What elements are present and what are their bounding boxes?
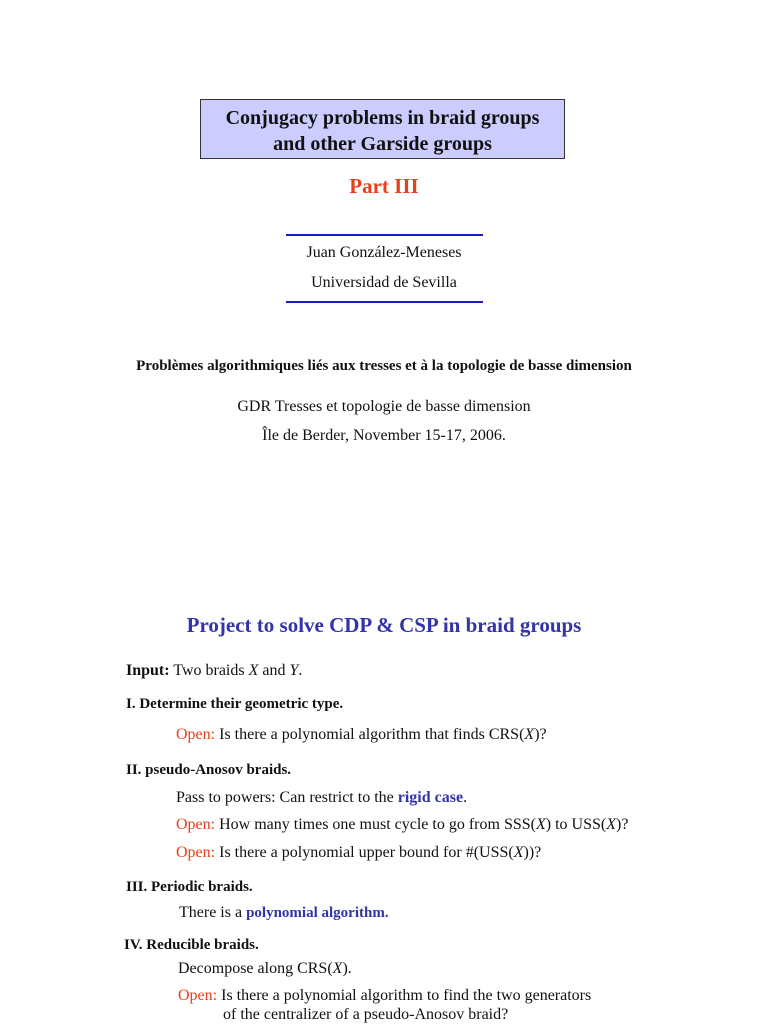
- var-x: X: [606, 816, 616, 833]
- open-label: Open:: [176, 844, 216, 861]
- text: Is there a polynomial algorithm to find the two generators: [217, 987, 592, 1004]
- text: )?: [615, 816, 629, 833]
- section-3-heading: III. Periodic braids.: [126, 879, 253, 895]
- section-3-line: [179, 904, 389, 922]
- input-end: .: [298, 662, 303, 679]
- section-2-line-1: [176, 789, 467, 807]
- section-4-heading: IV. Reducible braids.: [124, 937, 259, 953]
- var-y: Y: [289, 662, 299, 679]
- var-x: X: [524, 726, 535, 743]
- text: ).: [342, 960, 352, 977]
- conference-name: Problèmes algorithmiques liés aux tresses et à la topologie de basse dimension: [136, 358, 632, 374]
- author-affiliation: Universidad de Sevilla: [311, 274, 457, 291]
- text: ) to USS(: [545, 816, 607, 833]
- open-label: Open:: [178, 987, 218, 1004]
- var-x: X: [535, 816, 546, 833]
- text: How many times one must cycle to go from SSS(: [215, 816, 536, 833]
- section-4-line-1: [178, 960, 352, 978]
- text: ))?: [523, 844, 542, 861]
- part-label: Part III: [349, 174, 419, 198]
- section-1-open: [176, 726, 547, 744]
- rule-bottom: [286, 301, 483, 303]
- section-4-open-line-2: of the centralizer of a pseudo-Anosov braid?: [223, 1006, 509, 1023]
- open-label: Open:: [176, 816, 216, 833]
- polynomial-algorithm-term: polynomial algorithm.: [246, 905, 389, 921]
- input-text: Two braids: [169, 662, 249, 679]
- text: There is a: [179, 904, 247, 921]
- conference-organizer: GDR Tresses et topologie de basse dimension: [237, 398, 531, 415]
- section-4-open-line-1: [178, 987, 591, 1005]
- title-line-1: Conjugacy problems in braid groups: [225, 107, 540, 129]
- conference-location-date: Île de Berder, November 15-17, 2006.: [262, 427, 506, 444]
- var-x: X: [248, 662, 259, 679]
- text: .: [463, 789, 468, 806]
- section-2-open-2: [176, 844, 541, 862]
- var-x: X: [513, 844, 524, 861]
- slide-heading: Project to solve CDP & CSP in braid groups: [186, 613, 582, 637]
- rigid-case-term: rigid case: [397, 789, 464, 806]
- input-label: Input:: [126, 662, 170, 679]
- text: Is there a polynomial algorithm that finds CRS(: [215, 726, 525, 743]
- section-2-heading: II. pseudo-Anosov braids.: [126, 762, 292, 778]
- text: Is there a polynomial upper bound for #(USS(: [215, 844, 514, 861]
- title-line-2: and other Garside groups: [273, 133, 492, 155]
- text: Pass to powers: Can restrict to the: [176, 789, 398, 806]
- section-2-open-1: [176, 816, 628, 834]
- input-line: [126, 662, 302, 680]
- author-name: Juan González-Meneses: [306, 244, 462, 261]
- rule-top: [286, 234, 483, 236]
- var-x: X: [332, 960, 343, 977]
- title-box: [200, 99, 565, 159]
- text: Decompose along CRS(: [178, 960, 333, 977]
- open-label: Open:: [176, 726, 216, 743]
- section-1-heading: I. Determine their geometric type.: [126, 696, 344, 712]
- text: )?: [534, 726, 547, 743]
- input-and: and: [258, 662, 290, 679]
